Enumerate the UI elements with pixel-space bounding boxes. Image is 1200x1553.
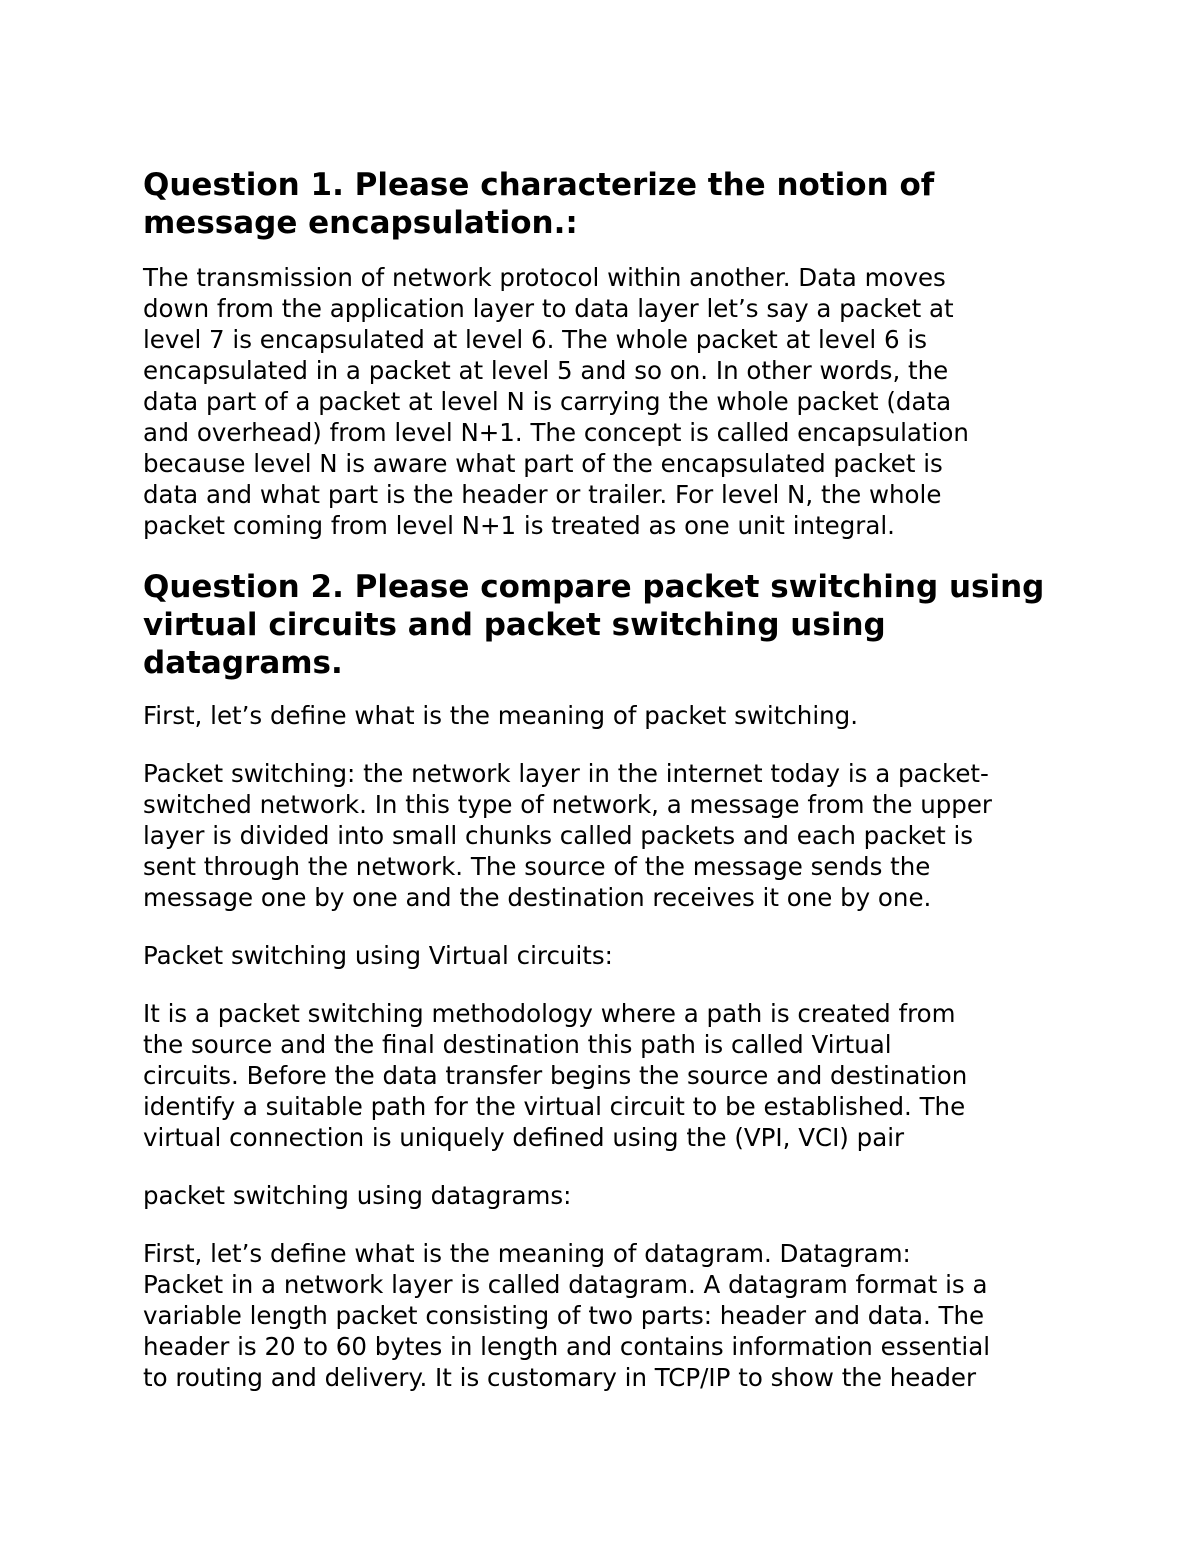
text-line: Packet in a network layer is called datagram. A datagram format is a <box>143 1270 988 1299</box>
heading-line: Question 2. Please compare packet switching using <box>143 569 1045 605</box>
text-line: packet coming from level N+1 is treated as one unit integral. <box>143 511 895 540</box>
text-line: circuits. Before the data transfer begins the source and destination <box>143 1061 968 1090</box>
text-line: down from the application layer to data layer let’s say a packet at <box>143 294 954 323</box>
datagrams-description <box>143 1238 1083 1393</box>
text-line: sent through the network. The source of the message sends the <box>143 852 931 881</box>
text-line: switched network. In this type of network, a message from the upper <box>143 790 992 819</box>
question-1-heading <box>143 166 1083 242</box>
text-line: data and what part is the header or trailer. For level N, the whole <box>143 480 942 509</box>
text-line: It is a packet switching methodology where a path is created from <box>143 999 956 1028</box>
text-line: identify a suitable path for the virtual circuit to be established. The <box>143 1092 966 1121</box>
text-line: Packet switching: the network layer in the internet today is a packet- <box>143 759 989 788</box>
packet-switching-intro <box>143 700 1083 731</box>
text-line: to routing and delivery. It is customary in TCP/IP to show the header <box>143 1363 977 1392</box>
text-line: variable length packet consisting of two parts: header and data. The <box>143 1301 985 1330</box>
heading-line: datagrams. <box>143 645 343 681</box>
text-line: The transmission of network protocol within another. Data moves <box>143 263 946 292</box>
text-line: encapsulated in a packet at level 5 and so on. In other words, the <box>143 356 949 385</box>
packet-switching-definition <box>143 758 1083 913</box>
question-1-answer <box>143 262 1083 541</box>
text-line: header is 20 to 60 bytes in length and contains information essential <box>143 1332 991 1361</box>
virtual-circuits-description <box>143 998 1083 1153</box>
text-line: packet switching using datagrams: <box>143 1181 572 1210</box>
text-line: virtual connection is uniquely defined using the (VPI, VCI) pair <box>143 1123 905 1152</box>
heading-line: virtual circuits and packet switching using <box>143 607 886 643</box>
text-line: and overhead) from level N+1. The concept is called encapsulation <box>143 418 969 447</box>
document-page <box>143 166 1083 1420</box>
text-line: the source and the final destination this path is called Virtual <box>143 1030 892 1059</box>
heading-line: Question 1. Please characterize the notion of <box>143 167 935 203</box>
text-line: message one by one and the destination receives it one by one. <box>143 883 932 912</box>
text-line: layer is divided into small chunks called packets and each packet is <box>143 821 974 850</box>
text-line: data part of a packet at level N is carrying the whole packet (data <box>143 387 952 416</box>
heading-line: message encapsulation.: <box>143 205 578 241</box>
question-2-heading <box>143 568 1083 682</box>
text-line: because level N is aware what part of the encapsulated packet is <box>143 449 943 478</box>
datagrams-label <box>143 1180 1083 1211</box>
virtual-circuits-label <box>143 940 1083 971</box>
text-line: First, let’s define what is the meaning of packet switching. <box>143 701 858 730</box>
text-line: First, let’s define what is the meaning of datagram. Datagram: <box>143 1239 911 1268</box>
text-line: level 7 is encapsulated at level 6. The whole packet at level 6 is <box>143 325 927 354</box>
text-line: Packet switching using Virtual circuits: <box>143 941 613 970</box>
